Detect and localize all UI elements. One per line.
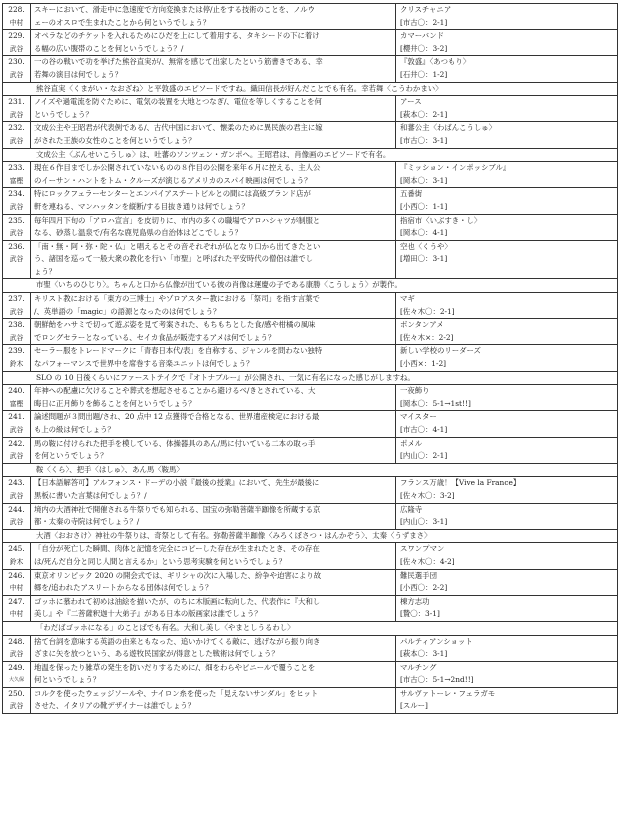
commentary-note: 鞍〈くら〉、把手〈はしゅ〉、あん馬〈鞍馬〉	[3, 464, 617, 478]
question-text	[31, 122, 396, 147]
question-line: 都・太秦の寺院は何でしょう？/	[34, 517, 140, 527]
question-text	[31, 215, 396, 240]
question-row	[3, 385, 617, 411]
answer-source: [市古〇：4-1]	[400, 425, 448, 434]
answer-text: 指宿市〈いぶすき・し〉	[400, 215, 482, 225]
question-number: 231.	[8, 97, 25, 107]
question-text	[31, 570, 396, 595]
question-number-cell	[3, 30, 31, 55]
question-row	[3, 596, 617, 622]
question-line: は/死んだ自分と同じ人間と言えるか」という思考実験を何というでしょう？	[34, 556, 287, 566]
question-author: 武谷	[9, 202, 24, 211]
answer-cell	[396, 411, 617, 436]
question-row	[3, 345, 617, 371]
answer-source: [内山〇：2-1]	[400, 451, 448, 461]
question-line: ざまに矢を放つという、ある遊牧民国家が/得意とした戦術は何でしょう？	[34, 649, 279, 659]
question-text	[31, 438, 396, 463]
question-text	[31, 4, 396, 29]
question-number: 235.	[8, 215, 25, 225]
question-number: 237.	[8, 294, 25, 304]
question-row	[3, 477, 617, 503]
answer-text: ポメル	[400, 438, 423, 448]
question-row	[3, 241, 617, 280]
answer-source: [増田〇：3-1]	[400, 254, 448, 264]
answer-text: サルヴァトーレ・フェラガモ	[400, 688, 496, 698]
question-number: 236.	[8, 241, 25, 251]
question-line: を何というでしょう？	[34, 451, 108, 461]
question-text	[31, 319, 396, 344]
answer-source: [市古〇：3-1]	[400, 135, 448, 145]
question-line: 朝鮮飴をハサミで切って遊ぶ姿を見て考案された、もちもちとした食/感や柑橘の風味	[34, 320, 316, 330]
answer-source: [岡本〇：4-1]	[400, 228, 448, 238]
question-author: 武谷	[9, 333, 24, 342]
question-line: のイーサン・ハントをトム・クルーズが演じるアメリカのスパイ映画は何でしょう？	[34, 175, 312, 185]
answer-text: アース	[400, 97, 422, 107]
question-author: 鈴木	[9, 557, 24, 566]
question-author: 武谷	[9, 136, 24, 145]
question-author: 武谷	[9, 70, 24, 79]
answer-cell	[396, 688, 617, 713]
answer-source: [佐々木×：2-2]	[400, 332, 454, 342]
answer-cell	[396, 477, 617, 502]
question-number-cell	[3, 438, 31, 463]
answer-text: 広隆寺	[400, 504, 423, 514]
question-line: も上の級は何でしょう？	[34, 425, 115, 434]
question-line: 年神への配慮に欠けることや葬式を想起させることから避けるべ/きとされている、大	[34, 386, 316, 396]
question-number-cell	[3, 543, 31, 568]
question-number: 228.	[8, 5, 25, 14]
question-author: 武谷	[9, 650, 24, 659]
question-line: なパフォーマンスで世界中を席巻する音楽ユニットは何でしょう？	[34, 359, 254, 369]
question-number: 240.	[8, 386, 25, 396]
question-line: 若舞の演目は何でしょう？	[34, 69, 123, 79]
question-line: 【日本語解答可】アルフォンス・ドーデの小説『最後の授業』において、先生が最後に	[34, 478, 320, 488]
question-line: る幅の広い腹帯のことを何というでしょう？/	[34, 43, 184, 53]
question-number: 243.	[8, 478, 25, 488]
answer-source: [萩本〇：2-1]	[400, 109, 448, 119]
question-number-cell	[3, 662, 31, 687]
question-row	[3, 122, 617, 148]
question-line: 捨て台詞を意味する英語の由来ともなった、追いかけてくる敵に、逃げながら振り向き	[34, 636, 321, 646]
question-line: 軒を連ねる、マンハッタンを縦断/する目抜き通りは何でしょう？	[34, 201, 249, 211]
question-line: 郷を/追われたアスリートからなる団体は何でしょう？	[34, 583, 213, 593]
question-row	[3, 293, 617, 319]
question-number-cell	[3, 688, 31, 713]
question-author: 武谷	[9, 491, 24, 500]
question-author: 武谷	[9, 307, 24, 316]
question-author: 武谷	[9, 518, 24, 527]
question-number: 233.	[8, 163, 25, 173]
question-line: がされた王族の女性のことを何というでしょう？	[34, 135, 196, 145]
answer-cell	[396, 4, 617, 29]
question-line: 何というでしょう？	[34, 675, 101, 685]
question-text	[31, 293, 396, 318]
question-line: ノイズや過電流を防ぐために、電気の装置を大地とつなぎ/、電位を等しくすることを何	[34, 97, 322, 107]
question-text	[31, 504, 396, 529]
answer-cell	[396, 636, 617, 661]
commentary-note: 「わだばゴッホになる」のことばでも有名。大和し美し〈やまとしうるわし〉	[3, 622, 617, 636]
question-line: う、諸国を巡って一般大衆の教化を行い「市聖」と呼ばれた平安時代の僧侶は誰でし	[34, 254, 313, 264]
question-row	[3, 688, 617, 714]
question-row	[3, 570, 617, 596]
question-text	[31, 662, 396, 687]
answer-source: [市古〇：5-1→2nd!!]	[400, 675, 474, 685]
answer-source: [スルー]	[400, 701, 428, 711]
answer-text: マイスター	[400, 412, 437, 422]
answer-source: [佐々木〇：2-1]	[400, 306, 455, 316]
answer-cell	[396, 162, 617, 187]
answer-text: フランス万歳！【Vive la France】	[400, 478, 521, 488]
question-number: 248.	[8, 636, 25, 646]
answer-source: [佐々木〇：4-2]	[400, 556, 455, 566]
answer-cell	[396, 543, 617, 568]
answer-cell	[396, 662, 617, 687]
question-line: 境内の大酒神社で開催される牛祭りでも知られる、国宝の弥勒菩薩半跏像を所蔵する京	[34, 504, 321, 514]
question-number-cell	[3, 4, 31, 29]
answer-cell	[396, 122, 617, 147]
question-line: セーラー服をトレードマークに「青春日本代/表」を自称する、ジャンルを問わない独特	[34, 346, 323, 356]
question-row	[3, 96, 617, 122]
question-author: 富樫	[9, 399, 24, 408]
commentary-note: SLO の 10 日後くらいにファーストテイクで『オトナブルー』が公開され、一気に有名になった感じがしますね。	[3, 372, 617, 386]
question-number-cell	[3, 56, 31, 81]
question-line: 一の谷の戦いで功を挙げた熊谷直実が/、無常を感じて出家したという筋書きである、幸	[34, 57, 323, 67]
question-author: 大久保	[8, 677, 24, 684]
question-text	[31, 477, 396, 502]
answer-text: スワンプマン	[400, 544, 445, 554]
question-author: 武谷	[9, 452, 24, 461]
question-line: ゴッホに慕われて初めは油絵を描いたが、のちに木版画に転向した、代表作に『大和し	[34, 596, 321, 606]
question-number: 249.	[8, 662, 25, 672]
commentary-note: 熊谷直実〈くまがい・なおざね〉と平敦盛のエピソードですね。織田信長が好んだことでも有名。幸若舞〈こうわかまい〉	[3, 83, 617, 97]
answer-source: [櫻井〇：3-2]	[400, 43, 448, 53]
answer-source: [岡本〇：3-1]	[400, 175, 448, 185]
answer-text: マギ	[400, 294, 415, 304]
question-number: 242.	[8, 438, 25, 448]
commentary-note: 大酒〈おおさけ〉神社の牛祭りは、奇祭として有名。弥勒菩薩半跏像〈みろくぼさつ・はんかぞう〉、太秦〈うずまさ〉	[3, 530, 617, 544]
question-number-cell	[3, 385, 31, 410]
question-number-cell	[3, 504, 31, 529]
commentary-note: 文成公主〈ぶんせいこうしゅ〉は、吐蕃のソンツェン・ガンポへ。王昭君は、肖像画のエピソードで有名。	[3, 149, 617, 163]
question-row	[3, 188, 617, 214]
answer-source: [佐々木〇：3-2]	[400, 490, 455, 500]
question-row	[3, 636, 617, 662]
question-number: 230.	[8, 57, 25, 67]
question-number-cell	[3, 122, 31, 147]
question-row	[3, 504, 617, 530]
question-line: 馬の鞍に付けられた把手を模している、体操器具のあん/馬に付いている二本の取っ手	[34, 438, 316, 448]
question-text	[31, 543, 396, 568]
answer-text: 一夜飾り	[400, 386, 430, 396]
question-number: 250.	[8, 688, 25, 698]
question-author: 鈴木	[9, 360, 24, 369]
question-line: 黒板に書いた言葉は何でしょう？/	[34, 490, 147, 500]
question-row	[3, 162, 617, 188]
answer-cell	[396, 241, 617, 279]
question-row	[3, 438, 617, 464]
question-line: 美し』や『二菩薩釈迦十大弟子』がある日本の版画家は誰でしょう？	[34, 609, 262, 619]
answer-source: [小西×：1-2]	[400, 359, 447, 369]
question-number-cell	[3, 241, 31, 279]
question-number-cell	[3, 477, 31, 502]
question-line: 晦日に正月飾りを飾ることを何というでしょう？	[34, 398, 196, 408]
quiz-table	[2, 3, 618, 714]
answer-text: 『敦盛』〈あつもり〉	[400, 57, 471, 67]
answer-cell	[396, 96, 617, 121]
answer-source: [岡本〇：5-1→1st!!]	[400, 398, 471, 408]
question-number: 247.	[8, 596, 25, 606]
question-author: 富樫	[9, 176, 24, 185]
question-row	[3, 319, 617, 345]
question-row	[3, 411, 617, 437]
question-text	[31, 345, 396, 370]
question-text	[31, 188, 396, 213]
question-author: 武谷	[9, 702, 24, 711]
answer-text: 『ミッション・インポッシブル』	[400, 163, 511, 173]
question-line: スキーにおいて、滑走中に急速度で方向変換または停/止をする技術のことを、ノルウ	[34, 5, 315, 14]
question-author: 武谷	[9, 229, 24, 238]
question-author: 武谷	[9, 110, 24, 119]
question-line: 「自分が死亡した瞬間、肉体と記憶を完全にコピーした存在が生まれたとき、その存在	[34, 544, 320, 554]
question-text	[31, 30, 396, 55]
answer-source: [内山〇：3-1]	[400, 517, 448, 527]
answer-text: 新しい学校のリーダーズ	[400, 346, 481, 356]
question-number: 244.	[8, 504, 25, 514]
answer-source: [小西〇：2-2]	[400, 583, 448, 593]
question-number: 229.	[8, 31, 25, 41]
question-number: 238.	[8, 320, 25, 330]
question-text	[31, 96, 396, 121]
answer-source: [市古〇：2-1]	[400, 17, 448, 27]
answer-text: 棟方志功	[400, 596, 430, 606]
answer-cell	[396, 570, 617, 595]
question-author: 中村	[9, 18, 24, 27]
question-line: ェーのオスロで生まれたことから何というでしょう？	[34, 17, 211, 27]
question-number: 245.	[8, 544, 25, 554]
answer-cell	[396, 438, 617, 463]
answer-cell	[396, 385, 617, 410]
question-line: させた、イタリアの靴デザイナーは誰でしょう？	[34, 701, 195, 711]
answer-text: 五番街	[400, 189, 423, 199]
question-row	[3, 543, 617, 569]
answer-cell	[396, 293, 617, 318]
question-number-cell	[3, 293, 31, 318]
question-text	[31, 411, 396, 436]
question-row	[3, 662, 617, 688]
answer-text: 難民選手団	[400, 570, 437, 580]
question-number-cell	[3, 345, 31, 370]
question-line: 現在６作目までしか公開されていないものの８作目の公開を来年６月に控える、主人公	[34, 163, 321, 173]
question-row	[3, 4, 617, 30]
answer-cell	[396, 504, 617, 529]
question-line: でロングセラーとなっている、セイカ食品が販売するアメは何でしょう？	[34, 332, 276, 342]
question-number: 234.	[8, 189, 25, 199]
question-number-cell	[3, 411, 31, 436]
answer-text: 和蕃公主〈わばんこうしゅ〉	[400, 123, 497, 133]
answer-source: [小西〇：1-1]	[400, 201, 448, 211]
answer-cell	[396, 596, 617, 621]
question-text	[31, 385, 396, 410]
answer-text: ボンタンアメ	[400, 320, 444, 330]
question-line: 特にロックフェラーセンターとエンパイアステートビルとの間には高級ブランド店が	[34, 189, 311, 199]
answer-cell	[396, 215, 617, 240]
answer-text: カマーバンド	[400, 31, 444, 41]
answer-cell	[396, 188, 617, 213]
question-text	[31, 688, 396, 713]
question-number-cell	[3, 96, 31, 121]
question-line: 毎年四月下旬の「アロハ宣言」を皮切りに、市内の多くの職場でアロハシャツが制服と	[34, 215, 321, 225]
question-line: 地温を保ったり雑草の発生を防いだりするために/、畑をわらやビニールで覆うことを	[34, 662, 316, 672]
question-text	[31, 636, 396, 661]
question-author: 武谷	[9, 44, 24, 53]
answer-text: 空也〈くうや〉	[400, 241, 452, 251]
question-number: 246.	[8, 570, 25, 580]
answer-cell	[396, 56, 617, 81]
question-row	[3, 56, 617, 82]
question-author: 中村	[9, 610, 24, 619]
question-author: 武谷	[9, 426, 24, 434]
question-number-cell	[3, 215, 31, 240]
question-line: 論述問題が３問出題/され、20 点中 12 点獲得で合格となる、世界遺産検定における最	[34, 412, 320, 422]
answer-source: [萩本〇：3-1]	[400, 649, 448, 659]
answer-cell	[396, 30, 617, 55]
question-line: ょう？	[34, 266, 57, 276]
question-number-cell	[3, 162, 31, 187]
answer-text: マルチング	[400, 662, 437, 672]
question-row	[3, 215, 617, 241]
question-line: というでしょう？	[34, 109, 93, 119]
question-text	[31, 596, 396, 621]
question-line: 文成公主や王昭君が代表例である/、古代中国において、懐柔のために異民族の君主に嫁	[34, 123, 323, 133]
question-number-cell	[3, 636, 31, 661]
commentary-note: 市聖〈いちのひじり〉。ちゃんと口から仏像が出ている彼の肖像は運慶の子である康勝〈こうしょう〉が製作。	[3, 279, 617, 293]
question-number: 239.	[8, 346, 25, 356]
answer-text: クリスチャニア	[400, 5, 452, 14]
question-line: 「南・無・阿・弥・陀・仏」と唱えるとその音それぞれが仏となり口から出てきたとい	[34, 241, 321, 251]
question-line: コルクを使ったウェッジソールや、ナイロン糸を使った「見えないサンダル」をヒット	[34, 688, 319, 698]
answer-source: [石井〇：1-2]	[400, 69, 448, 79]
question-number-cell	[3, 570, 31, 595]
answer-cell	[396, 345, 617, 370]
answer-text: パルティアンショット	[400, 636, 473, 646]
question-number: 241.	[8, 412, 25, 422]
question-number: 232.	[8, 123, 25, 133]
question-line: オペラなどのチケットを入れるためにひだを上にして着用する、タキシードの下に着け	[34, 31, 320, 41]
question-author: 中村	[9, 584, 24, 593]
question-text	[31, 241, 396, 279]
question-text	[31, 56, 396, 81]
question-number-cell	[3, 319, 31, 344]
question-line: キリスト教における「東方の三博士」やゾロアスター教における「祭司」を指す言葉で	[34, 294, 320, 304]
question-text	[31, 162, 396, 187]
question-line: なる、砂蒸し温泉で/有名な鹿児島県の自治体はどこでしょう？	[34, 228, 242, 238]
question-line: /、英単語の「magic」の語源となったのは何でしょう？	[34, 306, 221, 316]
question-author: 武谷	[9, 255, 24, 264]
answer-source: [贄〇：3-1]	[400, 609, 440, 619]
answer-cell	[396, 319, 617, 344]
question-line: 東京オリンピック 2020 の開会式では、ギリシャの次に入場した、紛争や迫害により故	[34, 570, 322, 580]
question-row	[3, 30, 617, 56]
question-number-cell	[3, 188, 31, 213]
question-number-cell	[3, 596, 31, 621]
